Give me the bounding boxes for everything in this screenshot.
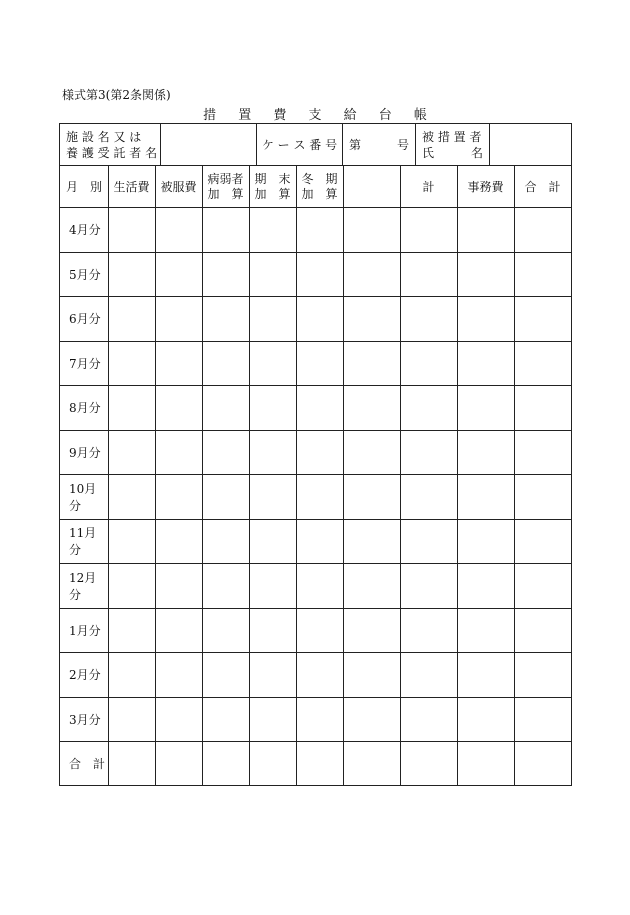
case-number-label: ケ ー ス 番 号 [261,138,338,152]
col-header-subtotal: 計 [422,180,435,194]
row-label: 4月分 [69,223,101,237]
form-number-label: 様式第3(第2条関係) [62,88,171,102]
facility-value-field[interactable] [161,124,257,165]
row-label: 3月分 [69,712,101,727]
row-divider [60,341,571,342]
col-divider [400,166,401,785]
row-label: 1月分 [69,623,101,638]
case-number-field[interactable] [343,124,416,165]
col-header-blank [343,166,400,207]
col-divider [108,166,109,785]
row-label-total: 合 計 [69,756,106,771]
col-divider [296,166,297,785]
row-label: 5月分 [69,267,101,282]
facility-label-line2: 養 護 受 託 者 名 [66,145,158,160]
row-label: 6月分 [69,312,101,326]
col-header-clothing: 被服費 [160,180,197,194]
row-divider [60,430,571,431]
col-divider [514,166,515,785]
row-divider [60,563,571,564]
col-header-winter-addition [296,166,343,207]
case-number-suffix: 号 [396,138,409,152]
ledger-title: 措 置 費 支 給 台 帳 [203,108,436,123]
col-header-winter-line2: 加 算 [301,186,338,201]
recipient-label-line2b: 名 [470,145,483,160]
header-table [59,123,572,166]
recipient-name-field[interactable] [490,124,571,165]
row-divider [60,385,571,386]
row-divider [60,519,571,520]
col-header-total: 合 計 [524,180,561,194]
row-label: 8月分 [69,401,101,415]
row-divider [60,608,571,609]
recipient-label-line1: 被 措 置 者 [422,129,482,144]
col-header-sick-line1: 病弱者 [207,171,244,186]
col-header-month: 月 別 [65,180,102,194]
col-divider [155,166,156,785]
col-header-term-end-addition [249,166,296,207]
facility-label-cell [60,124,161,165]
row-divider [60,652,571,653]
row-label: 2月分 [69,668,101,682]
recipient-label-line2a: 氏 [422,145,435,160]
row-divider [60,296,571,297]
col-divider [202,166,203,785]
row-divider [60,741,571,742]
row-label: 10月分 [69,481,97,513]
col-header-term-end-line2: 加 算 [254,186,291,201]
col-divider [343,166,344,785]
col-header-sick-addition [202,166,249,207]
row-label: 12月分 [69,570,97,602]
case-number-label-cell [257,124,343,165]
row-divider [60,207,571,208]
row-divider [60,474,571,475]
case-number-prefix: 第 [349,138,362,152]
col-divider [249,166,250,785]
facility-label-line1: 施 設 名 又 は [66,129,142,144]
payment-ledger-grid [59,165,572,786]
row-label: 9月分 [69,445,101,460]
col-header-term-end-line1: 期 末 [254,171,291,186]
row-divider [60,697,571,698]
row-divider [60,252,571,253]
row-label: 7月分 [69,356,101,371]
recipient-label-cell [416,124,490,165]
col-header-office-expense: 事務費 [467,180,504,194]
col-header-winter-line1: 冬 期 [301,171,338,186]
row-label: 11月分 [69,526,97,557]
col-header-living: 生活費 [113,180,150,194]
col-divider [457,166,458,785]
col-header-sick-line2: 加 算 [207,186,244,201]
